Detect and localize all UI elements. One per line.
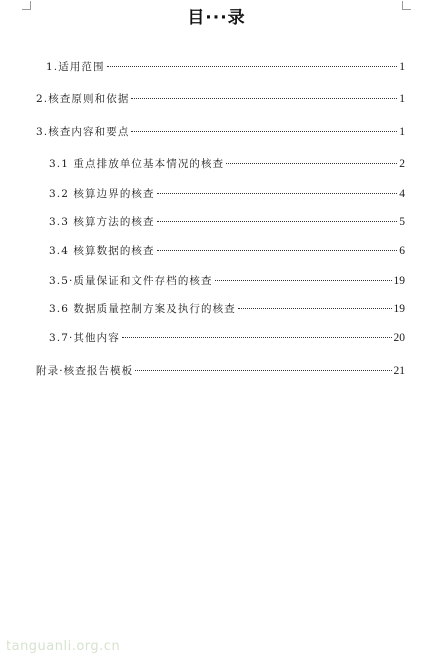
toc-entry-label: 3.6 数据质量控制方案及执行的核查 [49, 303, 236, 315]
toc-entry-3-4[interactable] [49, 244, 405, 258]
toc-page-number: 21 [393, 365, 405, 377]
toc-page-number: 1 [399, 93, 405, 105]
toc-dot-leader [131, 98, 397, 99]
toc-entry-label: 1.适用范围 [46, 61, 105, 73]
toc-entry-3[interactable] [36, 125, 405, 139]
toc-entry-label: 3.2 核算边界的核查 [49, 188, 155, 200]
toc-entry-3-5[interactable] [49, 274, 405, 288]
toc-entry-2[interactable] [36, 92, 405, 106]
toc-entry-3-3[interactable] [49, 215, 405, 229]
toc-dot-leader [157, 250, 398, 251]
toc-page-number: 1 [399, 126, 405, 138]
toc-entry-3-7[interactable] [49, 331, 405, 345]
site-watermark: tanguanli.org.cn [6, 639, 121, 654]
toc-entry-label: 3.3 核算方法的核查 [49, 216, 155, 228]
toc-entry-label: 3.4 核算数据的核查 [49, 245, 155, 257]
toc-entry-1[interactable] [46, 60, 405, 74]
toc-entry-label: 3.核查内容和要点 [36, 126, 130, 138]
toc-page-number: 1 [399, 61, 405, 73]
toc-dot-leader [131, 131, 397, 132]
toc-page-number: 20 [393, 332, 405, 344]
toc-entry-label: 附录·核查报告模板 [36, 365, 134, 377]
toc-entry-label: 3.1 重点排放单位基本情况的核查 [49, 158, 225, 170]
toc-entry-label: 3.5·质量保证和文件存档的核查 [49, 275, 213, 287]
toc-entry-label: 2.核查原则和依据 [36, 93, 130, 105]
toc-entry-appendix[interactable] [36, 364, 405, 378]
toc-page-number: 4 [399, 188, 405, 200]
toc-dot-leader [157, 193, 398, 194]
toc-page-number: 6 [399, 245, 405, 257]
toc-dot-leader [226, 163, 397, 164]
toc-dot-leader [122, 337, 392, 338]
toc-page-number: 19 [393, 275, 405, 287]
toc-entry-3-2[interactable] [49, 187, 405, 201]
toc-entry-3-1[interactable] [49, 157, 405, 171]
toc-dot-leader [238, 308, 392, 309]
toc-entry-3-6[interactable] [49, 302, 405, 316]
toc-page-number: 5 [399, 216, 405, 228]
toc-page-number: 2 [399, 158, 405, 170]
toc-dot-leader [215, 280, 392, 281]
toc-dot-leader [157, 221, 398, 222]
toc-title: 目···录 [187, 8, 246, 28]
toc-page-number: 19 [393, 303, 405, 315]
toc-dot-leader [107, 66, 398, 67]
toc-dot-leader [135, 370, 391, 371]
toc-entry-label: 3.7·其他内容 [49, 332, 120, 344]
